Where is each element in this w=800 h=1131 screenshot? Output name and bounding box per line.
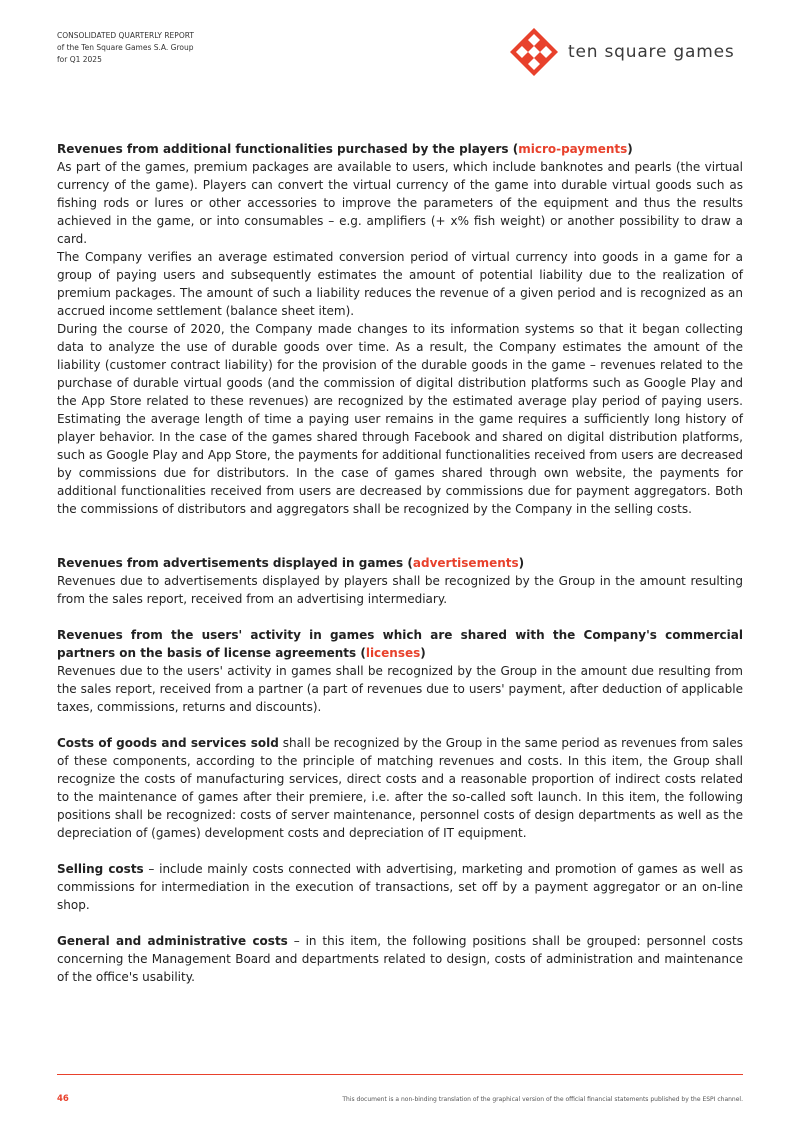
paragraph-advertisements: Revenues due to advertisements displayed by players shall be recognized by the Group in the amount resulting from the sales report, received from an advertising intermediary. xyxy=(57,574,743,606)
footer-disclaimer: This document is a non-binding translation of the graphical version of the official financial statements published by the ESPI channel. xyxy=(342,1096,743,1103)
company-logo xyxy=(510,28,735,76)
report-company: of the Ten Square Games S.A. Group xyxy=(57,43,194,52)
highlight-micro-payments: micro-payments xyxy=(518,142,628,156)
paragraph-micro-2: The Company verifies an average estimated conversion period of virtual currency into goods in a game for a group of paying users and subsequently estimates the amount of potential liability due to the realization of premium packages. The amount of such a liability reduces the revenue of a given period and is recognized as an accrued income settlement (balance sheet item). xyxy=(57,250,743,318)
report-title: CONSOLIDATED QUARTERLY REPORT xyxy=(57,31,194,40)
document-body xyxy=(57,140,743,986)
paragraph-cogs: Costs of goods and services sold shall be recognized by the Group in the same period as revenues from sales of these components, according to the principle of matching revenues and costs. In this item, the Group shall recognize the costs of manufacturing services, direct costs and a reasonable proportion of indirect costs related to the maintenance of games after their premiere, i.e. after the so-called soft launch. In this item, the following positions shall be recognized: costs of server maintenance, personnel costs of design departments as well as the depreciation of (games) development costs and depreciation of IT equipment. xyxy=(57,736,743,840)
paragraph-licenses: Revenues due to the users' activity in games shall be recognized by the Group in the amount due resulting from the sales report, received from a partner (a part of revenues due to users' payment, after deduction of applicable taxes, commissions, returns and discounts). xyxy=(57,664,743,714)
term-general-costs: General and administrative costs xyxy=(57,934,288,948)
logo-diamond-icon xyxy=(510,28,558,76)
term-cogs: Costs of goods and services sold xyxy=(57,736,279,750)
report-period: for Q1 2025 xyxy=(57,55,102,64)
highlight-licenses: licenses xyxy=(365,646,421,660)
paragraph-micro-3: During the course of 2020, the Company made changes to its information systems so that it began collecting data to analyze the use of durable goods over time. As a result, the Company estimates the amount of the liability (customer contract liability) for the provision of the durable goods in the game – revenues related to the purchase of durable virtual goods (and the commission of digital distribution platforms such as Google Play and the App Store related to these revenues) are recognized by the estimated average play period of paying users. Estimating the average length of time a paying user remains in the game requires a sufficiently long history of player behavior. In the case of the games shared through Facebook and shared on digital distribution platforms, such as Google Play and App Store, the payments for additional functionalities received from users are decreased by commissions due for distributors. In the case of games shared through own website, the payments for additional functionalities received from users are decreased by commissions due for payment aggregators. Both the commissions of distributors and aggregators shall be recognized by the Company in the selling costs. xyxy=(57,322,743,516)
logo-wordmark: ten square games xyxy=(568,42,735,62)
heading-micro-payments: Revenues from additional functionalities purchased by the players (micro-payments) xyxy=(57,142,633,156)
heading-licenses: Revenues from the users' activity in games which are shared with the Company's commercial partners on the basis of license agreements (licenses) xyxy=(57,628,743,660)
paragraph-micro-1: As part of the games, premium packages are available to users, which include banknotes and pearls (the virtual currency of the game). Players can convert the virtual currency of the game into durable virtual goods such as fishing rods or lures or other accessories to improve the parameters of the equipment and thus the results achieved in the game, or into consumables – e.g. amplifiers (+ x% fish weight) or another possibility to draw a card. xyxy=(57,160,743,246)
report-header xyxy=(57,30,194,66)
heading-advertisements: Revenues from advertisements displayed in games (advertisements) xyxy=(57,556,525,570)
paragraph-selling-costs: Selling costs – include mainly costs connected with advertising, marketing and promotion of games as well as commissions for intermediation in the execution of transactions, set off by a payment aggregator or an on-line shop. xyxy=(57,862,743,912)
page-number: 46 xyxy=(57,1094,69,1104)
term-selling-costs: Selling costs xyxy=(57,862,144,876)
footer-divider xyxy=(57,1074,743,1075)
highlight-advertisements: advertisements xyxy=(412,556,519,570)
paragraph-general-costs: General and administrative costs – in this item, the following positions shall be grouped: personnel costs concerning the Management Board and departments related to design, costs of administration and maintenance of the office's usability. xyxy=(57,934,744,984)
